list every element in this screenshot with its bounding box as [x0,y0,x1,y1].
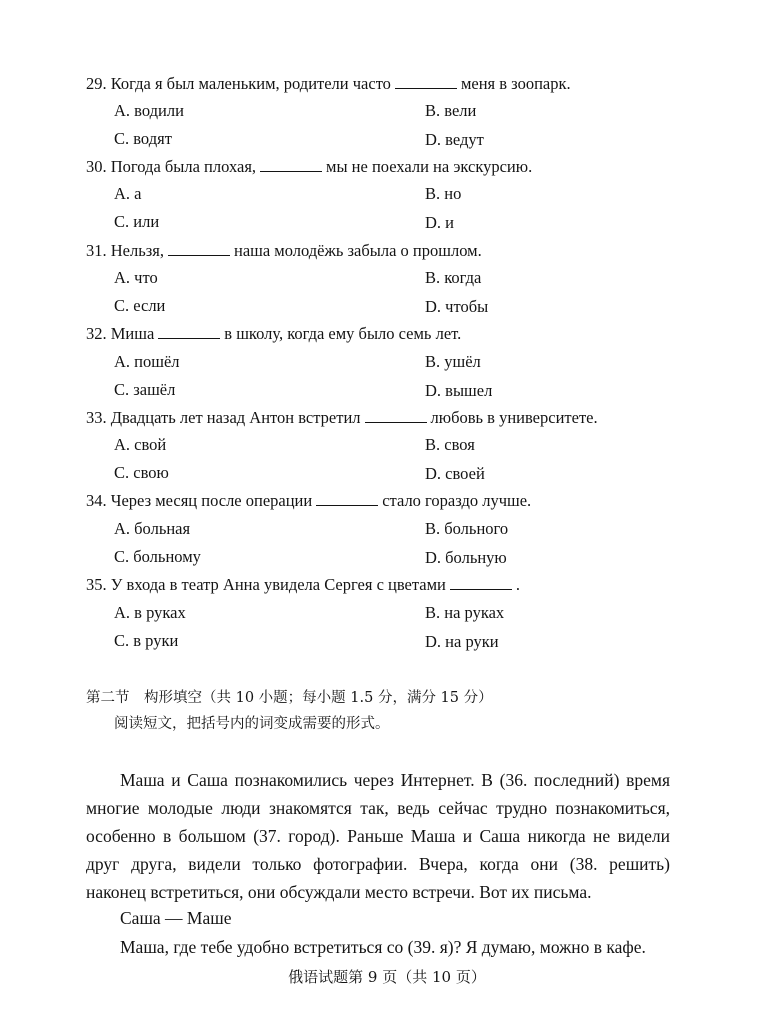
option-a: A. водили [114,101,184,120]
question-number: 33. [86,408,107,427]
answer-blank [316,491,378,506]
question-text: Через месяц после операции [110,491,313,510]
option-b: B. когда [425,268,482,287]
question-text: Погода была плохая, [110,157,257,176]
option-c: C. если [114,296,166,315]
question-text-end: любовь в университете. [430,408,598,427]
option-c: C. свою [114,463,169,482]
question-text: Когда я был маленьким, родители часто [110,74,391,93]
question-number: 32. [86,324,107,343]
question-number: 30. [86,157,107,176]
answer-blank [450,575,512,590]
answer-blank [365,408,427,423]
option-c: C. зашёл [114,380,176,399]
passage-paragraph [86,766,670,906]
option-a: A. а [114,184,142,203]
question-29 [86,74,571,94]
option-a: A. пошёл [114,352,180,371]
option-c: C. или [114,212,160,231]
answer-blank [395,74,457,89]
option-a: A. в руках [114,603,186,622]
letter-line: Маша, где тебе удобно встретиться со (39. я)? Я думаю, можно в кафе. [120,937,646,957]
question-text-end: меня в зоопарк. [460,74,571,93]
question-number: 35. [86,575,107,594]
question-32 [86,324,461,344]
option-c: C. водят [114,129,172,148]
letter-heading: Саша — Маше [120,908,232,928]
option-b: B. своя [425,435,475,454]
question-number: 34. [86,491,107,510]
question-text-end: мы не поехали на экскурсию. [326,157,533,176]
answer-blank [260,157,322,172]
question-text: Нельзя, [110,241,164,260]
option-a: A. свой [114,435,167,454]
passage-line: многие молодые люди знакомятся так, ведь сейчас трудно познакомиться, [86,798,670,818]
question-30 [86,157,532,177]
question-text: У входа в театр Анна увидела Сергея с цветами [110,575,446,594]
option-d: D. больную [425,548,507,567]
question-text-end: наша молодёжь забыла о прошлом. [233,241,482,260]
option-b: B. но [425,184,462,203]
option-c: C. больному [114,547,201,566]
passage-line: Маша и Саша познакомились через Интернет. В (36. последний) время [120,770,670,790]
answer-blank [168,241,230,256]
option-b: B. вели [425,101,477,120]
question-35 [86,575,520,595]
page-footer: 俄语试题第 9 页（共 10 页） [288,968,486,986]
question-text-end: в школу, когда ему было семь лет. [224,324,462,343]
question-text-end: стало гораздо лучше. [382,491,532,510]
question-number: 31. [86,241,107,260]
section-instruction: 阅读短文，把括号内的词变成需要的形式。 [114,716,390,732]
passage-line: друг друга, видели только фотографии. Вчера, когда они (38. решить) [86,854,670,874]
option-d: D. своей [425,464,485,483]
question-number: 29. [86,74,107,93]
option-d: D. и [425,213,454,232]
passage-line: наконец встретиться, они обсуждали место встречи. Вот их письма. [86,882,592,902]
option-b: B. больного [425,519,509,538]
question-text: Двадцать лет назад Антон встретил [110,408,361,427]
question-text: Миша [110,324,155,343]
question-34 [86,491,531,511]
answer-blank [158,324,220,339]
question-31 [86,241,482,261]
question-text-end: . [515,575,521,594]
option-c: C. в руки [114,631,179,650]
option-d: D. ведут [425,130,484,149]
option-a: A. что [114,268,158,287]
option-a: A. больная [114,519,191,538]
section-heading: 第二节 构形填空（共 10 小题；每小题 1.5 分，满分 15 分） [86,690,493,706]
question-33 [86,408,598,428]
option-d: D. чтобы [425,297,489,316]
option-d: D. на руки [425,632,499,651]
option-d: D. вышел [425,381,493,400]
option-b: B. на руках [425,603,505,622]
passage-line: особенно в большом (37. город). Раньше Маша и Саша никогда не видели [86,826,670,846]
option-b: B. ушёл [425,352,481,371]
